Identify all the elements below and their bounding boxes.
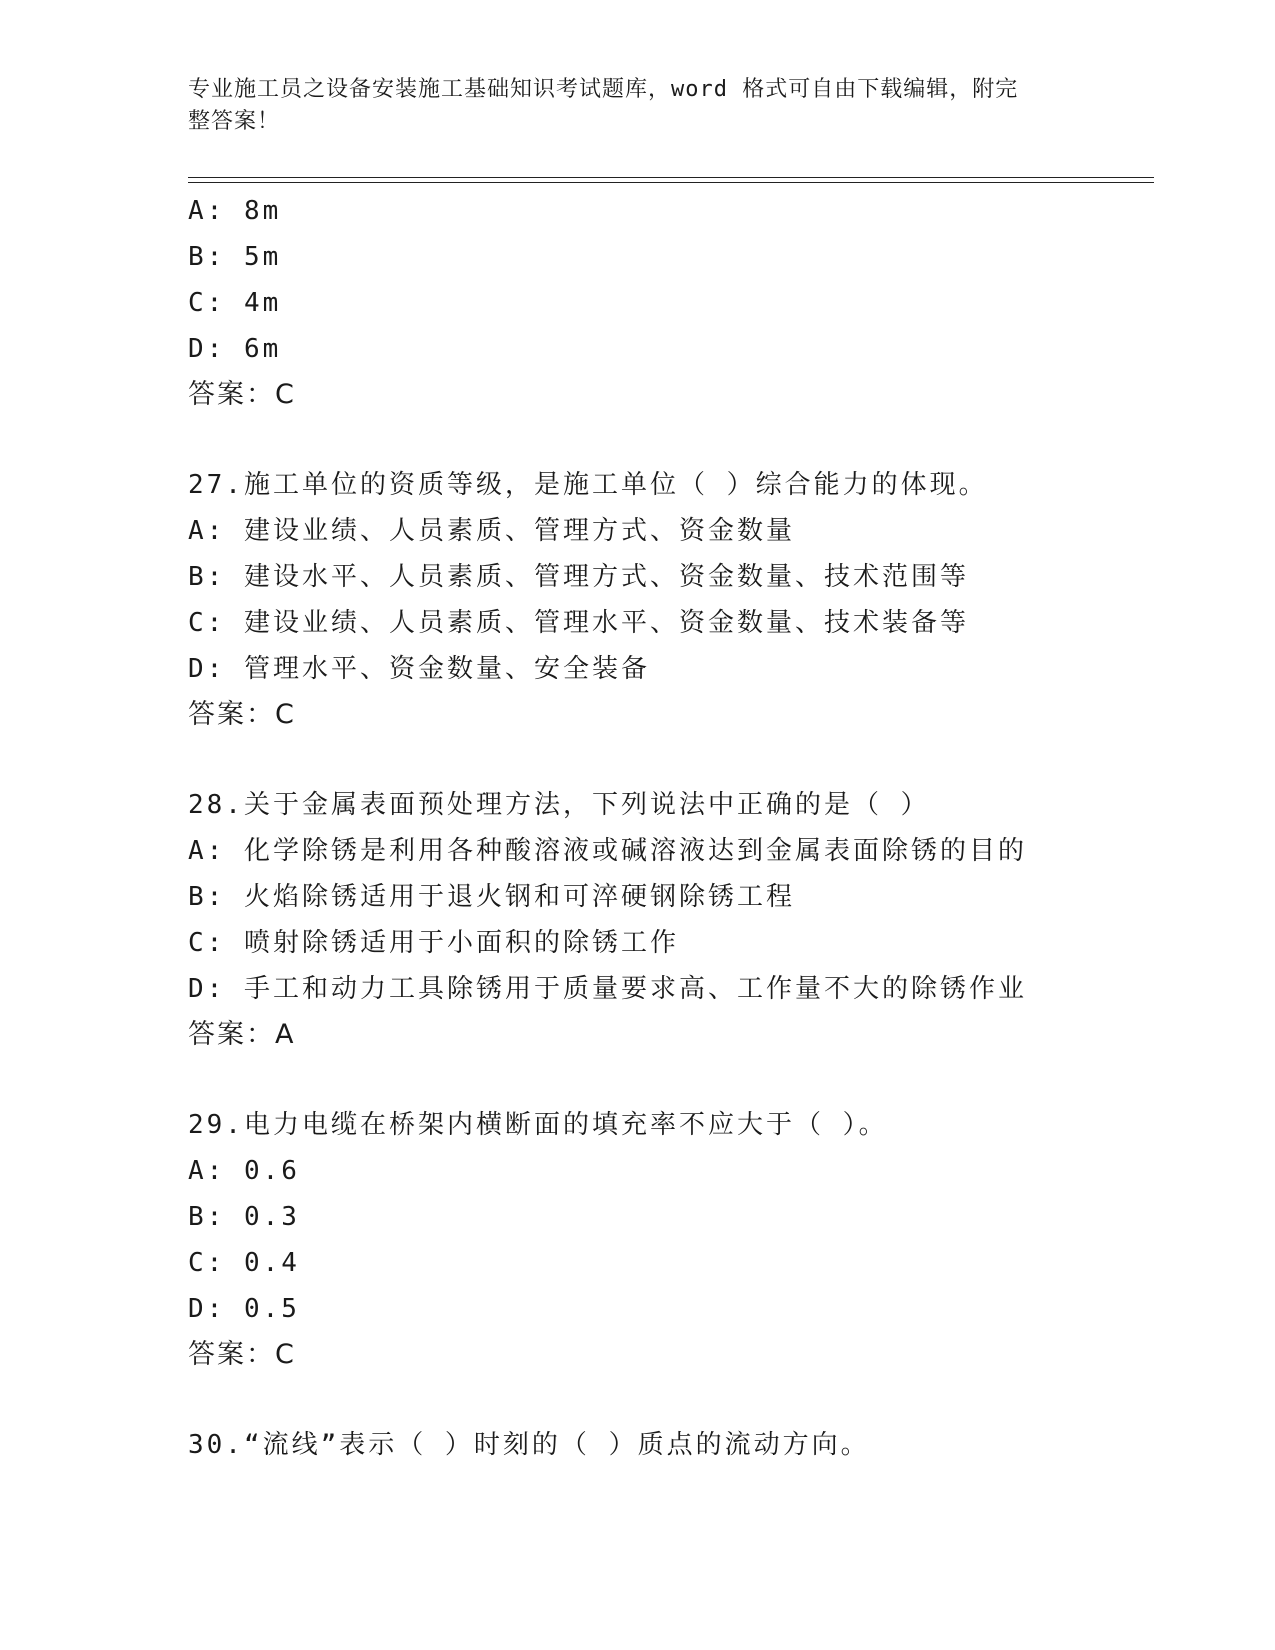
option-b: B: 5m	[188, 242, 282, 272]
document-header	[188, 74, 1088, 138]
question-30	[188, 1422, 1148, 1468]
header-line-1: 专业施工员之设备安装施工基础知识考试题库，word 格式可自由下载编辑，附完	[188, 77, 1019, 102]
answer: 答案：A	[188, 1019, 296, 1050]
option-d: D: 管理水平、资金数量、安全装备	[188, 654, 650, 684]
question-28	[188, 782, 1148, 1058]
answer: 答案：C	[188, 379, 296, 410]
option-d: D: 手工和动力工具除锈用于质量要求高、工作量不大的除锈作业	[188, 974, 1027, 1004]
header-divider-top	[188, 177, 1154, 178]
question-27	[188, 462, 1148, 738]
question-stem: 28.关于金属表面预处理方法，下列说法中正确的是（ ）	[188, 790, 930, 820]
option-c: C: 0.4	[188, 1248, 300, 1278]
option-a: A: 化学除锈是利用各种酸溶液或碱溶液达到金属表面除锈的目的	[188, 836, 1027, 866]
option-d: D: 0.5	[188, 1294, 300, 1324]
option-c: C: 喷射除锈适用于小面积的除锈工作	[188, 928, 679, 958]
option-a: A: 建设业绩、人员素质、管理方式、资金数量	[188, 516, 795, 546]
question-stem: 30.“流线”表示（ ）时刻的（ ）质点的流动方向。	[188, 1430, 870, 1460]
option-b: B: 0.3	[188, 1202, 300, 1232]
option-c: C: 4m	[188, 288, 282, 318]
header-divider-bottom	[188, 182, 1154, 183]
option-a: A: 0.6	[188, 1156, 300, 1186]
question-stem: 27.施工单位的资质等级，是施工单位（ ）综合能力的体现。	[188, 470, 988, 500]
option-a: A: 8m	[188, 196, 282, 226]
header-line-2: 整答案！	[188, 109, 281, 134]
question-stem: 29.电力电缆在桥架内横断面的填充率不应大于（ ）。	[188, 1110, 888, 1140]
option-b: B: 火焰除锈适用于退火钢和可淬硬钢除锈工程	[188, 882, 795, 912]
option-b: B: 建设水平、人员素质、管理方式、资金数量、技术范围等	[188, 562, 969, 592]
option-c: C: 建设业绩、人员素质、管理水平、资金数量、技术装备等	[188, 608, 969, 638]
question-list	[188, 188, 1148, 1468]
answer: 答案：C	[188, 699, 296, 730]
question-29	[188, 1102, 1148, 1378]
question-26-tail	[188, 188, 1148, 418]
answer: 答案：C	[188, 1339, 296, 1370]
option-d: D: 6m	[188, 334, 282, 364]
